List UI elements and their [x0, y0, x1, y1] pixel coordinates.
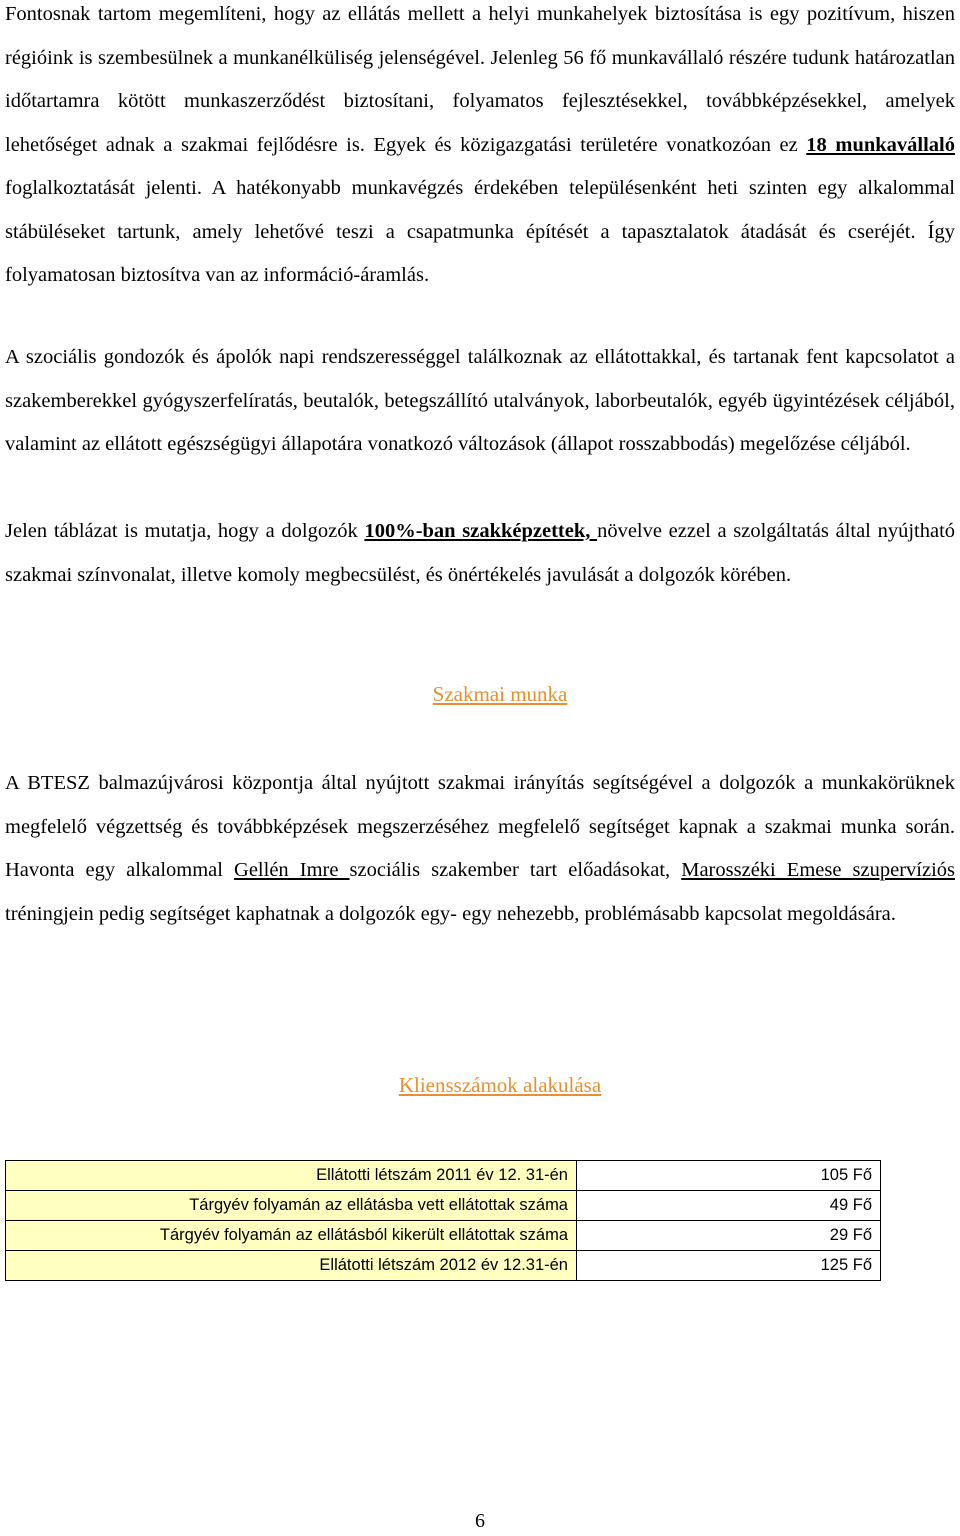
page-number: 6	[475, 1510, 485, 1532]
row-value: 49 Fő	[577, 1191, 881, 1221]
emphasis-qualified: 100%-ban szakképzettek,	[364, 520, 598, 542]
heading-szakmai-munka: Szakmai munka	[432, 682, 568, 706]
table-row	[6, 1221, 881, 1251]
row-label: Ellátotti létszám 2011 év 12. 31-én	[6, 1161, 577, 1191]
paragraph-text: tréningjein pedig segítséget kaphatnak a dolgozók egy- egy nehezebb, problémásabb kapcsolat megoldására.	[5, 902, 896, 925]
paragraph-professional-work	[5, 762, 955, 936]
row-value: 29 Fő	[577, 1221, 881, 1251]
row-value: 125 Fő	[577, 1251, 881, 1281]
emphasis-employee-count: 18 munkavállaló	[806, 133, 955, 156]
row-label: Tárgyév folyamán az ellátásból kikerült ellátottak száma	[6, 1221, 577, 1251]
paragraph-qualification	[5, 510, 955, 597]
paragraph-text: Jelen táblázat is mutatja, hogy a dolgozók	[5, 520, 365, 542]
paragraph-caregivers: A szociális gondozók és ápolók napi rendszerességgel találkoznak az ellátottakkal, és tartanak fent kapcsolatot a szakemberekkel gyógyszerfelíratás, beutalók, betegszállító utalványok, laborbeutalók, egyéb ügyintézések céljából, valamint az ellátott egészségügyi állapotára vonatkozó változások (állapot rosszabbodás) megelőzése céljából.	[5, 346, 955, 455]
table-row	[6, 1161, 881, 1191]
paragraph-employment	[5, 0, 955, 298]
client-stats-table	[5, 1160, 881, 1281]
paragraph-text: foglalkoztatását jelenti. A hatékonyabb munkavégzés érdekében településenként heti szinten egy alkalommal stábüléseket tartunk, amely lehetővé teszi a csapatmunka építését a tapasztalatok átadását és cseréjét. Így folyamatosan biztosítva van az információ-áramlás.	[5, 177, 955, 286]
paragraph-text: A BTESZ balmazújvárosi központja által nyújtott szakmai irányítás segítségével a dolgozók a munkakörüknek megfelelő végzettség és továbbképzések megszerzéséhez megfelelő segítséget kapnak a szakmai munka során. Havonta egy alkalommal	[5, 772, 955, 881]
row-label: Tárgyév folyamán az ellátásba vett ellátottak száma	[6, 1191, 577, 1221]
paragraph-text: Fontosnak tartom megemlíteni, hogy az ellátás mellett a helyi munkahelyek biztosítása is egy pozitívum, hiszen régióink is szembesülnek a munkanélküliség jelenségével. Jelenleg 56 fő munkavállaló részére tudunk határozatlan időtartamra kötött munkaszerződést biztosítani, folyamatos fejlesztésekkel, továbbképzésekkel, amelyek lehetőséget adnak a szakmai fejlődésre is. Egyek és közigazgatási területére vonatkozóan ez	[5, 3, 955, 156]
table-row	[6, 1191, 881, 1221]
table-row	[6, 1251, 881, 1281]
heading-kliensszamok: Kliensszámok alakulása	[398, 1073, 602, 1097]
row-label: Ellátotti létszám 2012 év 12.31-én	[6, 1251, 577, 1281]
paragraph-text: növelve ezzel a szolgáltatás által nyújtható szakmai színvonalat, illetve komoly megbecsülést, és önértékelés javulását a dolgozók körében.	[5, 520, 956, 586]
name-marosszeki-emese: Marosszéki Emese szupervíziós	[681, 859, 955, 881]
paragraph-text: szociális szakember tart előadásokat,	[349, 859, 682, 881]
row-value: 105 Fő	[577, 1161, 881, 1191]
name-gellen-imre: Gellén Imre	[234, 859, 350, 881]
